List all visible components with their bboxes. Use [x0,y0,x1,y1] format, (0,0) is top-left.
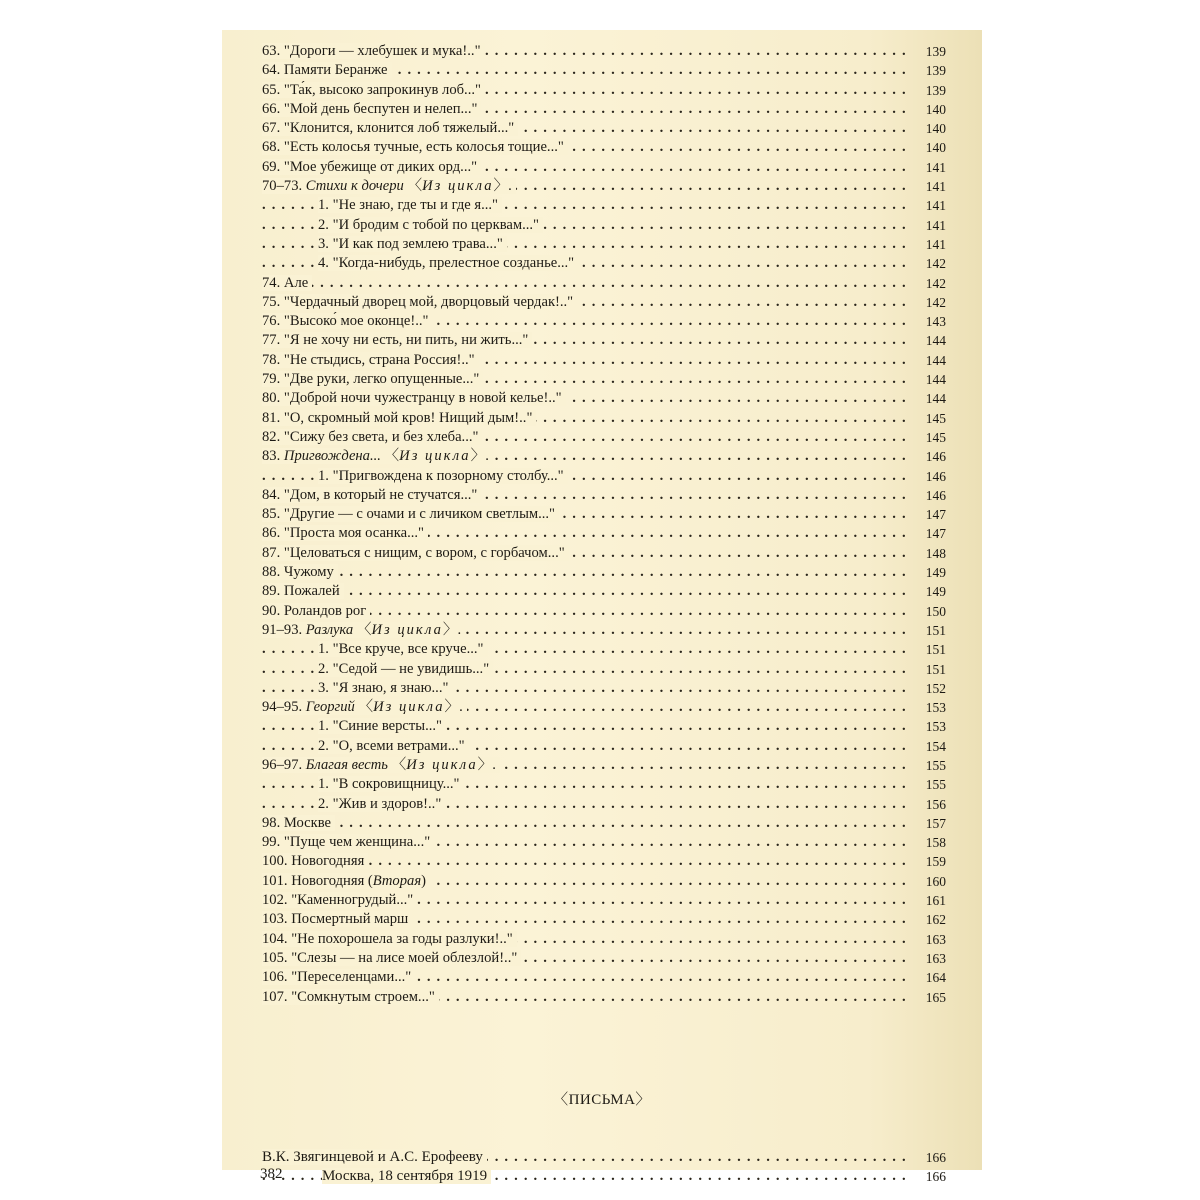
entry-text: "Две руки, легко опущенные..." [283,371,480,388]
entry-title: Москва, 18 сентября 1919 [322,1168,491,1184]
toc-entry [262,621,974,640]
entry-page: 139 [925,44,946,59]
entry-page: 146 [925,487,946,503]
entry-title [262,969,415,985]
entry-number: 77. [262,332,281,349]
entry-text: 〉. [470,448,489,465]
entry-number: 98. [262,814,281,831]
entry-page: 141 [925,159,946,175]
book-page [222,30,982,1185]
entry-number: 87. [262,544,281,561]
entry-number: 88. [262,564,281,581]
toc-entry [262,660,974,679]
entry-text: Разлука [305,621,354,638]
dot-leader [262,563,912,582]
entry-text: "Сомкнутым строем..." [291,988,435,1005]
entry-number: 100. [262,853,288,870]
entry-number: 82. [262,428,281,445]
dot-leader [262,582,912,601]
toc-entry [262,679,974,698]
entry-title [262,931,517,947]
entry-page: 151 [925,642,946,658]
entry-number: 64. [262,62,281,79]
toc-entry [262,235,974,254]
entry-page: 151 [925,661,946,677]
entry-page: 157 [925,815,946,831]
entry-text: "Есть колосья тучные, есть колосья тощие..." [283,139,564,156]
entry-page: 145 [925,410,946,426]
entry-title [262,699,467,715]
entry-text: "Седой — не увидишь..." [332,660,490,677]
entry-text: "Доброй ночи чужестранцу в новой келье!.." [283,390,562,407]
entry-text: "Переселенцами..." [291,969,412,986]
entry-page: 147 [925,526,946,542]
toc-entry [262,505,974,524]
entry-title [262,873,430,889]
entry-number: 84. [262,486,281,503]
entry-page: 143 [925,314,946,330]
entry-number: 81. [262,409,281,426]
entry-number: 105. [262,949,288,966]
entry-text: Вторая [372,872,422,889]
entry-number: 75. [262,293,281,310]
entry-page: 140 [925,101,946,117]
entry-number: 3. [318,235,329,252]
entry-number: 107. [262,988,288,1005]
entry-text: "Я знаю, я знаю..." [332,679,449,696]
entry-number: 65. [262,81,281,98]
entry-text: "О, всеми ветрами..." [332,737,465,754]
entry-text: "Когда-нибудь, прелестное созданье..." [332,255,575,272]
entry-text: "Целоваться с нищим, с вором, с горбачом..." [283,544,565,561]
entry-title [262,429,482,445]
toc-entry [262,756,974,775]
entry-number: 106. [262,969,288,986]
letters-list [262,1148,974,1187]
entry-number: 2. [318,660,329,677]
entry-page: 163 [925,931,946,947]
toc-entry [262,447,974,466]
toc-entry [262,814,974,833]
entry-title [262,313,432,329]
list-item [262,1167,974,1186]
section-title: 〈ПИСЬМА〉 [553,1092,651,1108]
entry-number: 76. [262,313,281,330]
entry-text: 〈 [403,178,423,195]
toc-entry [262,910,974,929]
toc-entry [262,389,974,408]
entry-text: Памяти Беранже [283,62,388,79]
toc-entry [262,717,974,736]
entry-page: 140 [925,140,946,156]
entry-page: 153 [925,719,946,735]
entry-title [262,332,532,348]
entry-page: 164 [925,970,946,986]
entry-number: 68. [262,139,281,156]
entry-text: Роландов рог [283,602,367,619]
entry-page: 145 [925,429,946,445]
toc-entry [262,872,974,891]
entry-text: "Синие версты..." [332,718,442,735]
entry-title [262,139,568,155]
entry-title [262,101,481,117]
entry-number: 90. [262,602,281,619]
toc-entry [262,331,974,350]
entry-page: 147 [925,507,946,523]
entry-page: 152 [925,680,946,696]
toc-entry [262,370,974,389]
entry-number: 103. [262,911,288,928]
toc-entry [262,312,974,331]
entry-number: 83. [262,448,281,465]
toc-entry [262,100,974,119]
entry-text: 〉. [477,756,496,773]
dot-leader [262,814,912,833]
entry-text: "Не похорошела за годы разлуки!.." [291,930,513,947]
page-number: 382 [260,1166,283,1182]
entry-text: "Дом, в который не стучатся..." [283,486,478,503]
entry-page: 144 [925,372,946,388]
entry-page: 162 [925,912,946,928]
entry-title [262,159,481,175]
entry-text: "Мой день беспутен и нелеп..." [283,100,478,117]
entry-text: 〈 [380,448,400,465]
entry-title [262,62,392,78]
entry-text: "Сижу без света, и без хлеба..." [283,428,479,445]
entry-text: "Каменногрудый..." [291,892,414,909]
entry-text: Москве [283,814,332,831]
entry-title [262,352,479,368]
toc-entry [262,968,974,987]
entry-text: "Проста моя осанка..." [283,525,424,542]
entry-title [262,448,493,464]
entry-text: "И бродим с тобой по церквам..." [332,216,540,233]
entry-text: "Все круче, все круче..." [332,641,484,658]
table-of-contents [262,42,974,1007]
entry-page: 141 [925,198,946,214]
entry-page: 155 [925,777,946,793]
entry-text: Посмертный марш [291,911,409,928]
entry-page: 146 [925,468,946,484]
entry-title [318,738,469,754]
entry-number: 1. [318,467,329,484]
toc-entry [262,563,974,582]
entry-title [262,622,465,638]
entry-page: 141 [925,236,946,252]
entry-number: 96–97. [262,756,303,773]
entry-title [262,989,439,1005]
entry-text: "Пригвождена к позорному столбу..." [332,467,564,484]
toc-entry [262,949,974,968]
entry-text: 〉. [493,178,512,195]
entry-title [262,545,569,561]
entry-title [262,583,344,599]
entry-number: 74. [262,274,281,291]
entry-number: 4. [318,255,329,272]
entry-title [262,410,536,426]
entry-number: 85. [262,506,281,523]
entry-number: 89. [262,583,281,600]
entry-text: Из цикла [422,178,494,195]
entry-page: 141 [925,217,946,233]
toc-entry [262,602,974,621]
entry-page: 148 [925,545,946,561]
entry-page: 163 [925,950,946,966]
dot-leader [262,274,912,293]
toc-entry [262,293,974,312]
entry-title [318,680,452,696]
entry-title [262,275,312,291]
entry-text: "И как под землею трава..." [332,235,503,252]
entry-text: "Я не хочу ни есть, ни пить, ни жить..." [283,332,529,349]
entry-text: 〉. [444,699,463,716]
entry-title [262,487,481,503]
entry-text: "Слезы — на лисе моей облезлой!.." [291,949,518,966]
entry-text: "Не стыдись, страна Россия!.." [283,351,475,368]
entry-page: 150 [925,603,946,619]
entry-text: Новогодняя ( [291,872,373,889]
entry-title [262,603,370,619]
toc-entry [262,254,974,273]
entry-number: 91–93. [262,621,303,638]
entry-number: 102. [262,892,288,909]
entry-number: 67. [262,120,281,137]
toc-entry [262,351,974,370]
entry-number: 1. [318,641,329,658]
entry-number: 79. [262,371,281,388]
entry-title [318,641,488,657]
entry-page: 166 [925,1169,946,1185]
entry-number: 99. [262,834,281,851]
entry-number: 63. [262,43,281,59]
entry-page: 144 [925,391,946,407]
entry-text: Пригвождена... [283,448,381,465]
entry-text: "Чердачный дворец мой, дворцовый чердак!.." [283,293,574,310]
toc-entry [262,988,974,1007]
entry-title [318,197,502,213]
toc-entry [262,42,974,61]
entry-text: "Пуще чем женщина..." [283,834,431,851]
entry-number: 2. [318,795,329,812]
entry-text: Чужому [283,564,334,581]
entry-text: "Клонится, клонится лоб тяжелый..." [283,120,515,137]
entry-text: Из цикла [406,756,478,773]
toc-entry [262,177,974,196]
entry-page: 142 [925,275,946,291]
entry-page: 142 [925,294,946,310]
toc-entry [262,81,974,100]
entry-text: Георгий [305,699,355,716]
entry-text: Але [283,274,309,291]
toc-entry [262,833,974,852]
toc-entry [262,274,974,293]
entry-page: 153 [925,700,946,716]
entry-text: Благая весть [305,756,388,773]
toc-entry [262,891,974,910]
entry-title [318,661,493,677]
toc-entry [262,930,974,949]
entry-number: 94–95. [262,699,303,716]
entry-number: 2. [318,737,329,754]
entry-page: 158 [925,835,946,851]
entry-title [262,757,500,773]
entry-title [262,853,368,869]
toc-entry [262,216,974,235]
toc-entry [262,544,974,563]
entry-text: Стихи к дочери [305,178,404,195]
entry-page: 139 [925,63,946,79]
entry-title [318,776,464,792]
toc-entry [262,467,974,486]
list-item [262,1148,974,1167]
entry-number: 104. [262,930,288,947]
entry-title [262,120,518,136]
entry-page: 140 [925,121,946,137]
entry-title [318,718,446,734]
entry-page: 155 [925,757,946,773]
entry-text: "Мое убежище от диких орд..." [283,158,478,175]
entry-text: "Другие — с очами и с личиком светлым..." [283,506,556,523]
entry-text: "Та́к, высоко запрокинув лоб..." [283,81,481,98]
entry-text: 〈 [354,699,374,716]
toc-entry [262,582,974,601]
entry-text: Новогодняя [291,853,365,870]
entry-title [318,468,568,484]
entry-text: 〈 [387,756,407,773]
toc-entry [262,119,974,138]
entry-text: 〈 [353,621,372,638]
toc-entry [262,428,974,447]
entry-title [262,892,417,908]
entry-title [262,294,577,310]
entry-page: 159 [925,854,946,870]
entry-number: 69. [262,158,281,175]
entry-title [262,815,335,831]
entry-page: 149 [925,565,946,581]
entry-page: 166 [925,1150,946,1165]
toc-entry [262,775,974,794]
entry-title: В.К. Звягинцевой и А.С. Ерофееву [262,1149,487,1165]
entry-page: 151 [925,622,946,638]
entry-number: 86. [262,525,281,542]
entry-number: 2. [318,216,329,233]
entry-text: "Не знаю, где ты и где я..." [332,197,499,214]
entry-page: 141 [925,179,946,195]
entry-title [262,178,516,194]
entry-title [318,236,507,252]
toc-entry [262,409,974,428]
entry-text: Из цикла [373,699,445,716]
entry-title [262,564,338,580]
entry-title [262,371,483,387]
entry-page: 156 [925,796,946,812]
entry-text: "О, скромный мой кров! Нищий дым!.." [283,409,533,426]
entry-title [318,217,543,233]
entry-text: Пожалей [283,583,340,600]
toc-entry [262,737,974,756]
entry-number: 80. [262,390,281,407]
entry-title [262,43,485,59]
entry-title [262,950,521,966]
entry-text: "Высоко́ мое оконце!.." [283,313,429,330]
entry-page: 154 [925,738,946,754]
entry-title [262,82,485,98]
entry-page: 146 [925,449,946,465]
entry-text: "Жив и здоров!.." [332,795,442,812]
entry-page: 161 [925,893,946,909]
entry-title [262,390,566,406]
entry-title [318,255,578,271]
entry-number: 1. [318,718,329,735]
entry-number: 70–73. [262,178,303,195]
entry-number: 1. [318,197,329,214]
toc-entry [262,795,974,814]
entry-title [262,506,559,522]
toc-entry [262,852,974,871]
entry-page: 142 [925,256,946,272]
entry-page: 165 [925,989,946,1005]
entry-text: Из цикла [399,448,471,465]
toc-entry [262,158,974,177]
entry-page: 149 [925,584,946,600]
entry-text: Из цикла [371,621,443,638]
toc-entry [262,486,974,505]
entry-title [262,834,434,850]
entry-number: 66. [262,100,281,117]
entry-text: 〉. [442,621,462,638]
entry-page: 160 [925,873,946,889]
toc-entry [262,138,974,157]
entry-number: 101. [262,872,288,889]
toc-entry [262,61,974,80]
entry-number: 3. [318,679,329,696]
entry-text: "В сокровищницу..." [332,776,460,793]
entry-title [318,796,445,812]
entry-title [262,525,428,541]
entry-page: 144 [925,333,946,349]
toc-entry [262,196,974,215]
entry-page: 144 [925,352,946,368]
toc-entry [262,524,974,543]
toc-entry [262,640,974,659]
toc-entry [262,698,974,717]
entry-page: 139 [925,82,946,98]
entry-text: ) [421,872,426,889]
entry-number: 1. [318,776,329,793]
entry-number: 78. [262,351,281,368]
entry-title [262,911,412,927]
entry-text: "Дороги — хлебушек и мука!.." [283,43,481,59]
